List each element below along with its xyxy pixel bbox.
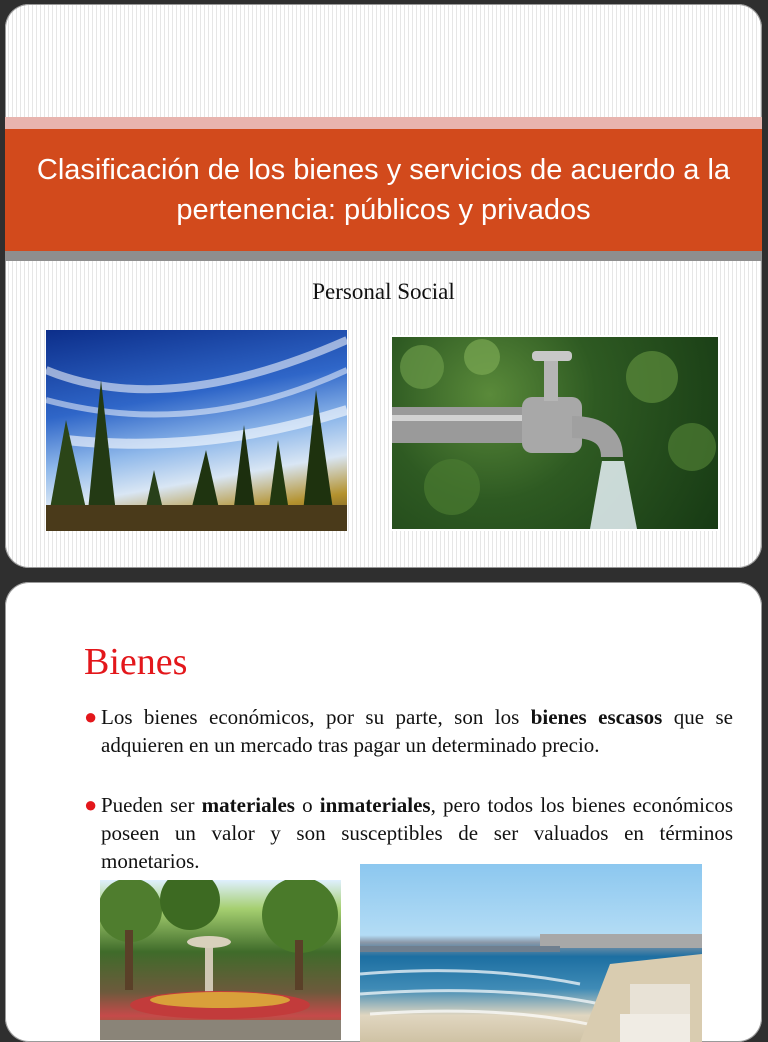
- bullet-bold-text: materiales: [201, 793, 295, 817]
- title-accent-band: [5, 117, 762, 129]
- slide-subtitle: Personal Social: [312, 279, 455, 304]
- title-band: [5, 129, 762, 251]
- bullet-text: Los bienes económicos, por su parte, son los: [101, 705, 531, 729]
- slide-bienes: [5, 582, 762, 1042]
- bullet-bold-text: inmateriales: [319, 793, 431, 817]
- bullet-text: que se adquieren en un mercado tras pagar un determinado precio.: [101, 705, 733, 757]
- title-divider-band: [5, 251, 762, 261]
- beach-city-photo: [360, 864, 702, 1042]
- water-faucet-photo: [390, 335, 720, 531]
- bullet-dot-icon: ●: [84, 704, 98, 729]
- bullet-item: [84, 703, 733, 759]
- bullet-text: , pero todos los bienes económicos poseen un valor y son susceptibles de ser valuados en términos monetarios.: [101, 793, 733, 873]
- section-heading: Bienes: [84, 641, 188, 683]
- bullet-bold-text: bienes escasos: [530, 705, 663, 729]
- slide-title: [5, 4, 762, 568]
- bullet-text: o: [294, 793, 320, 817]
- bullet-text: Pueden ser: [101, 793, 202, 817]
- slide-title-text: Clasificación de los bienes y servicios de acuerdo a la pertenencia: públicos y privados: [36, 154, 731, 226]
- bullet-item: [84, 791, 733, 875]
- bullet-dot-icon: ●: [84, 792, 98, 817]
- sky-trees-photo: [46, 330, 347, 531]
- park-fountain-photo: [100, 880, 341, 1040]
